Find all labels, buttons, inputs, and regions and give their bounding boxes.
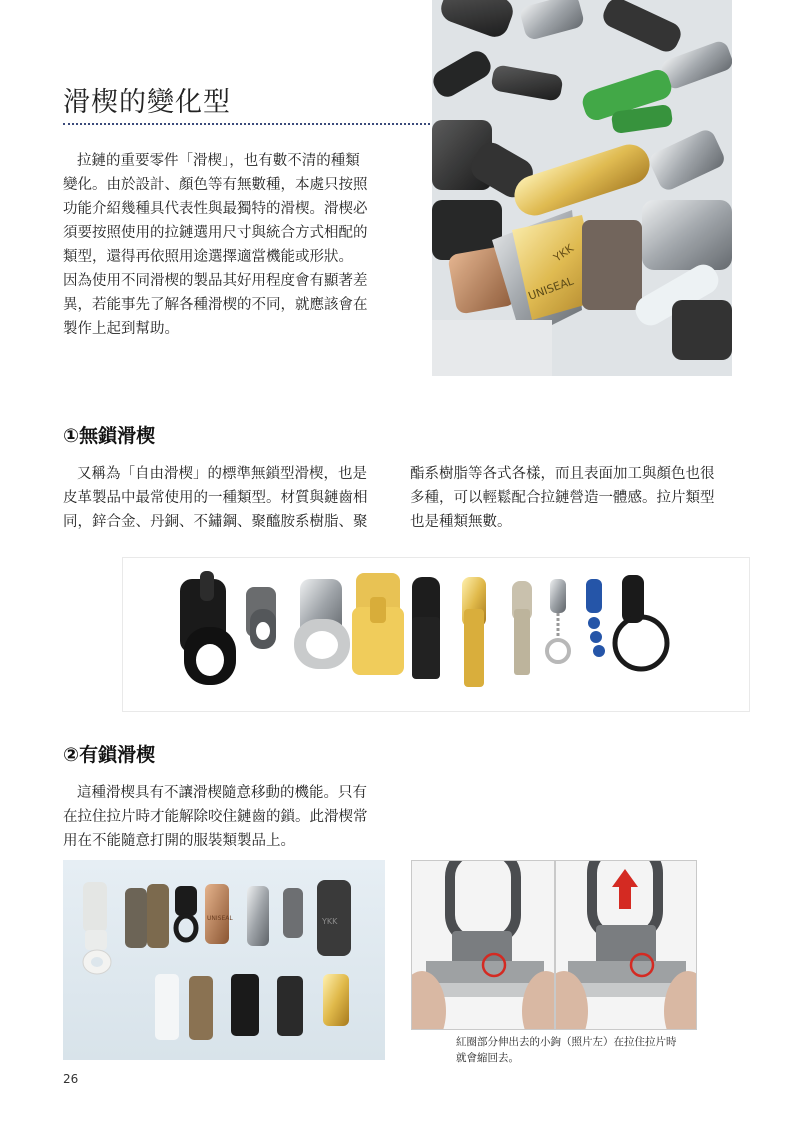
lock-closeup-left-illustration [412,861,554,1029]
page-title: 滑楔的變化型 [63,87,231,118]
arrow-up-icon [612,869,638,909]
hero-photo-illustration [432,0,732,376]
section1-line: 多種，可以輕鬆配合拉鏈營造一體感。拉片類型 [410,490,715,506]
unlocked-sliders-photo [122,557,750,712]
lock-closeup-left-photo [411,860,555,1030]
section2-line: 這種滑楔具有不讓滑楔隨意移動的機能。只有 [77,785,367,801]
section1-line: 又稱為「自由滑楔」的標準無鎖型滑楔，也是 [77,466,367,482]
intro-paragraph [63,149,388,341]
photo-label-uniseal: UNISEAL [526,274,576,303]
locking-photo-uniseal-label: UNISEAL [207,915,233,922]
section1-line: 也是種類無數。 [410,514,512,530]
section2-heading: ②有鎖滑楔 [63,744,156,766]
closeup-caption [456,1034,726,1066]
section1-line: 同，鋅合金、丹銅、不鏽鋼、聚醯胺系樹脂、聚 [63,514,368,530]
section1-line: 皮革製品中最常使用的一種類型。材質與鏈齒相 [63,490,368,506]
intro-line: 功能介紹幾種具代表性與最獨特的滑楔。滑楔必 [63,201,368,217]
slider-black-large [180,571,236,685]
section2-line: 在拉住拉片時才能解除咬住鏈齒的鎖。此滑楔常 [63,809,368,825]
caption-line: 就會縮回去。 [456,1052,519,1064]
intro-line: 製作上起到幫助。 [63,321,179,337]
locking-sliders-illustration [63,860,385,1060]
section1-heading: ①無鎖滑楔 [63,425,156,447]
section1-line: 酯系樹脂等各式各樣，而且表面加工與顏色也很 [410,466,715,482]
intro-line: 須要按照使用的拉鏈選用尺寸與統合方式相配的 [63,225,368,241]
intro-line: 變化。由於設計、顏色等有無數種，本處只按照 [63,177,368,193]
intro-line: 拉鏈的重要零件「滑楔」，也有數不清的種類 [77,153,360,169]
intro-line: 類型，還得再依照用途選擇適當機能或形狀。 [63,249,353,265]
photo-label-ykk: YKK [551,241,577,265]
intro-line: 因為使用不同滑楔的製品其好用程度會有顯著差 [63,273,368,289]
intro-line: 異，若能事先了解各種滑楔的不同，就應該會在 [63,297,368,313]
title-divider [63,123,430,125]
section2-line: 用在不能隨意打開的服裝類製品上。 [63,833,295,849]
caption-line: 紅圈部分伸出去的小鉤（照片左）在拉住拉片時 [456,1036,677,1048]
lock-closeup-right-photo [555,860,697,1030]
locking-photo-ykk-label: YKK [322,917,338,926]
page-number: 26 [63,1072,79,1086]
lock-closeup-right-illustration [556,861,696,1029]
unlocked-sliders-illustration [122,557,750,712]
locking-sliders-photo [63,860,385,1060]
section1-col-left [63,462,388,534]
section2-paragraph [63,781,388,853]
section1-col-right [410,462,735,534]
hero-photo-sliders [432,0,732,376]
